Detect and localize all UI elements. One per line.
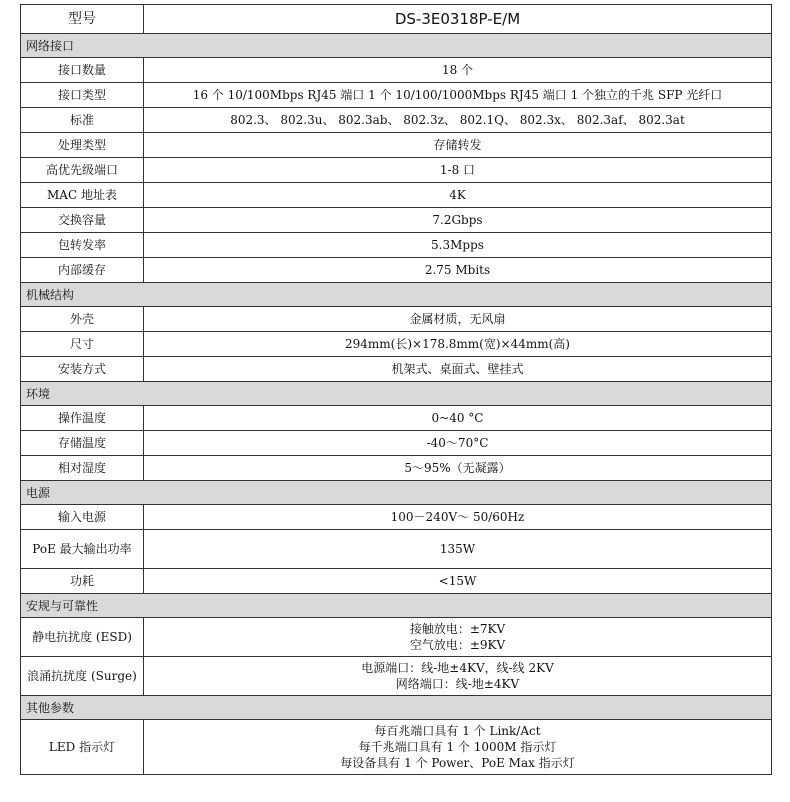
spec-row	[21, 657, 772, 696]
spec-label: 浪涌抗扰度 (Surge)	[21, 657, 144, 696]
spec-label: 静电抗扰度 (ESD)	[21, 618, 144, 657]
section-header	[21, 283, 772, 307]
spec-label: 尺寸	[21, 332, 144, 357]
spec-value-line: 16 个 10/100Mbps RJ45 端口 1 个 10/100/1000Mbps RJ45 端口 1 个独立的千兆 SFP 光纤口	[192, 88, 723, 102]
spec-row	[21, 569, 772, 594]
spec-table-body	[21, 5, 772, 775]
spec-label: 包转发率	[21, 233, 144, 258]
spec-value	[144, 569, 772, 594]
spec-row	[21, 431, 772, 456]
spec-value-line: 135W	[439, 542, 476, 556]
spec-row	[21, 158, 772, 183]
spec-value-line: 2.75 Mbits	[424, 263, 491, 277]
section-header	[21, 594, 772, 618]
spec-value	[144, 720, 772, 775]
spec-row	[21, 208, 772, 233]
section-header	[21, 382, 772, 406]
spec-value-line: 5.3Mpps	[431, 238, 484, 252]
spec-value-line: 网络端口：线-地±4KV	[395, 677, 520, 691]
spec-row	[21, 530, 772, 569]
spec-row	[21, 83, 772, 108]
spec-value-line: 接触放电：±7KV	[409, 622, 506, 636]
spec-value	[144, 456, 772, 481]
spec-label: PoE 最大输出功率	[21, 530, 144, 569]
spec-value	[144, 505, 772, 530]
spec-row	[21, 58, 772, 83]
section-title: 网络接口	[21, 34, 772, 58]
spec-row	[21, 456, 772, 481]
spec-value	[144, 307, 772, 332]
spec-value-line: 空气放电：±9KV	[409, 638, 506, 652]
spec-value	[144, 108, 772, 133]
spec-value-line: 100－240V～ 50/60Hz	[390, 510, 525, 524]
spec-label: 相对湿度	[21, 456, 144, 481]
spec-value	[144, 158, 772, 183]
spec-label: 功耗	[21, 569, 144, 594]
spec-label: LED 指示灯	[21, 720, 144, 775]
spec-value-line: 机架式、桌面式、壁挂式	[391, 362, 524, 376]
spec-value-line: 18 个	[441, 63, 474, 77]
spec-value-line: 每设备具有 1 个 Power、PoE Max 指示灯	[340, 756, 575, 770]
spec-row	[21, 720, 772, 775]
spec-label: 外壳	[21, 307, 144, 332]
spec-row	[21, 332, 772, 357]
spec-value	[144, 83, 772, 108]
spec-table	[20, 4, 772, 775]
spec-label: 存储温度	[21, 431, 144, 456]
spec-value	[144, 183, 772, 208]
spec-label: 标准	[21, 108, 144, 133]
spec-label: MAC 地址表	[21, 183, 144, 208]
spec-label: 操作温度	[21, 406, 144, 431]
section-title: 电源	[21, 481, 772, 505]
spec-value-line: 0~40 °C	[431, 411, 484, 425]
spec-value	[144, 357, 772, 382]
spec-label: 处理类型	[21, 133, 144, 158]
spec-value	[144, 332, 772, 357]
section-header	[21, 481, 772, 505]
spec-row	[21, 505, 772, 530]
spec-value-line: 每百兆端口具有 1 个 Link/Act	[374, 724, 541, 738]
spec-label: 接口类型	[21, 83, 144, 108]
spec-value-line: 金属材质，无风扇	[409, 312, 506, 326]
spec-row	[21, 183, 772, 208]
spec-value	[144, 657, 772, 696]
spec-value	[144, 406, 772, 431]
model-value: DS-3E0318P-E/M	[144, 5, 772, 34]
spec-value	[144, 208, 772, 233]
section-title: 环境	[21, 382, 772, 406]
spec-label: 交换容量	[21, 208, 144, 233]
spec-value	[144, 258, 772, 283]
spec-row	[21, 108, 772, 133]
spec-label: 高优先级端口	[21, 158, 144, 183]
spec-value-line: 电源端口：线-地±4KV，线-线 2KV	[361, 661, 554, 675]
spec-value	[144, 133, 772, 158]
spec-value	[144, 58, 772, 83]
spec-row	[21, 133, 772, 158]
section-title: 其他参数	[21, 696, 772, 720]
spec-value-line: 1-8 口	[439, 163, 476, 177]
section-title: 安规与可靠性	[21, 594, 772, 618]
spec-value	[144, 233, 772, 258]
spec-value-line: 802.3、 802.3u、 802.3ab、 802.3z、 802.1Q、 802.3x、 802.3af、 802.3at	[230, 113, 685, 127]
section-title: 机械结构	[21, 283, 772, 307]
section-header	[21, 34, 772, 58]
spec-value	[144, 530, 772, 569]
spec-value-line: 7.2Gbps	[432, 213, 483, 227]
spec-label: 接口数量	[21, 58, 144, 83]
spec-label: 输入电源	[21, 505, 144, 530]
spec-row	[21, 618, 772, 657]
spec-row	[21, 233, 772, 258]
spec-value-line: 294mm(长)×178.8mm(宽)×44mm(高)	[344, 337, 570, 351]
spec-label: 安装方式	[21, 357, 144, 382]
spec-label: 内部缓存	[21, 258, 144, 283]
spec-value-line: 5～95%（无凝露）	[404, 461, 511, 475]
spec-row	[21, 357, 772, 382]
spec-row	[21, 406, 772, 431]
section-header	[21, 696, 772, 720]
model-label: 型号	[21, 5, 144, 34]
spec-value	[144, 618, 772, 657]
model-row	[21, 5, 772, 34]
spec-row	[21, 258, 772, 283]
spec-value	[144, 431, 772, 456]
spec-value-line: 4K	[449, 188, 466, 202]
spec-value-line: 存储转发	[433, 138, 482, 152]
spec-value-line: -40～70°C	[426, 436, 489, 450]
spec-value-line: <15W	[438, 574, 477, 588]
spec-value-line: 每千兆端口具有 1 个 1000M 指示灯	[358, 740, 557, 754]
spec-row	[21, 307, 772, 332]
